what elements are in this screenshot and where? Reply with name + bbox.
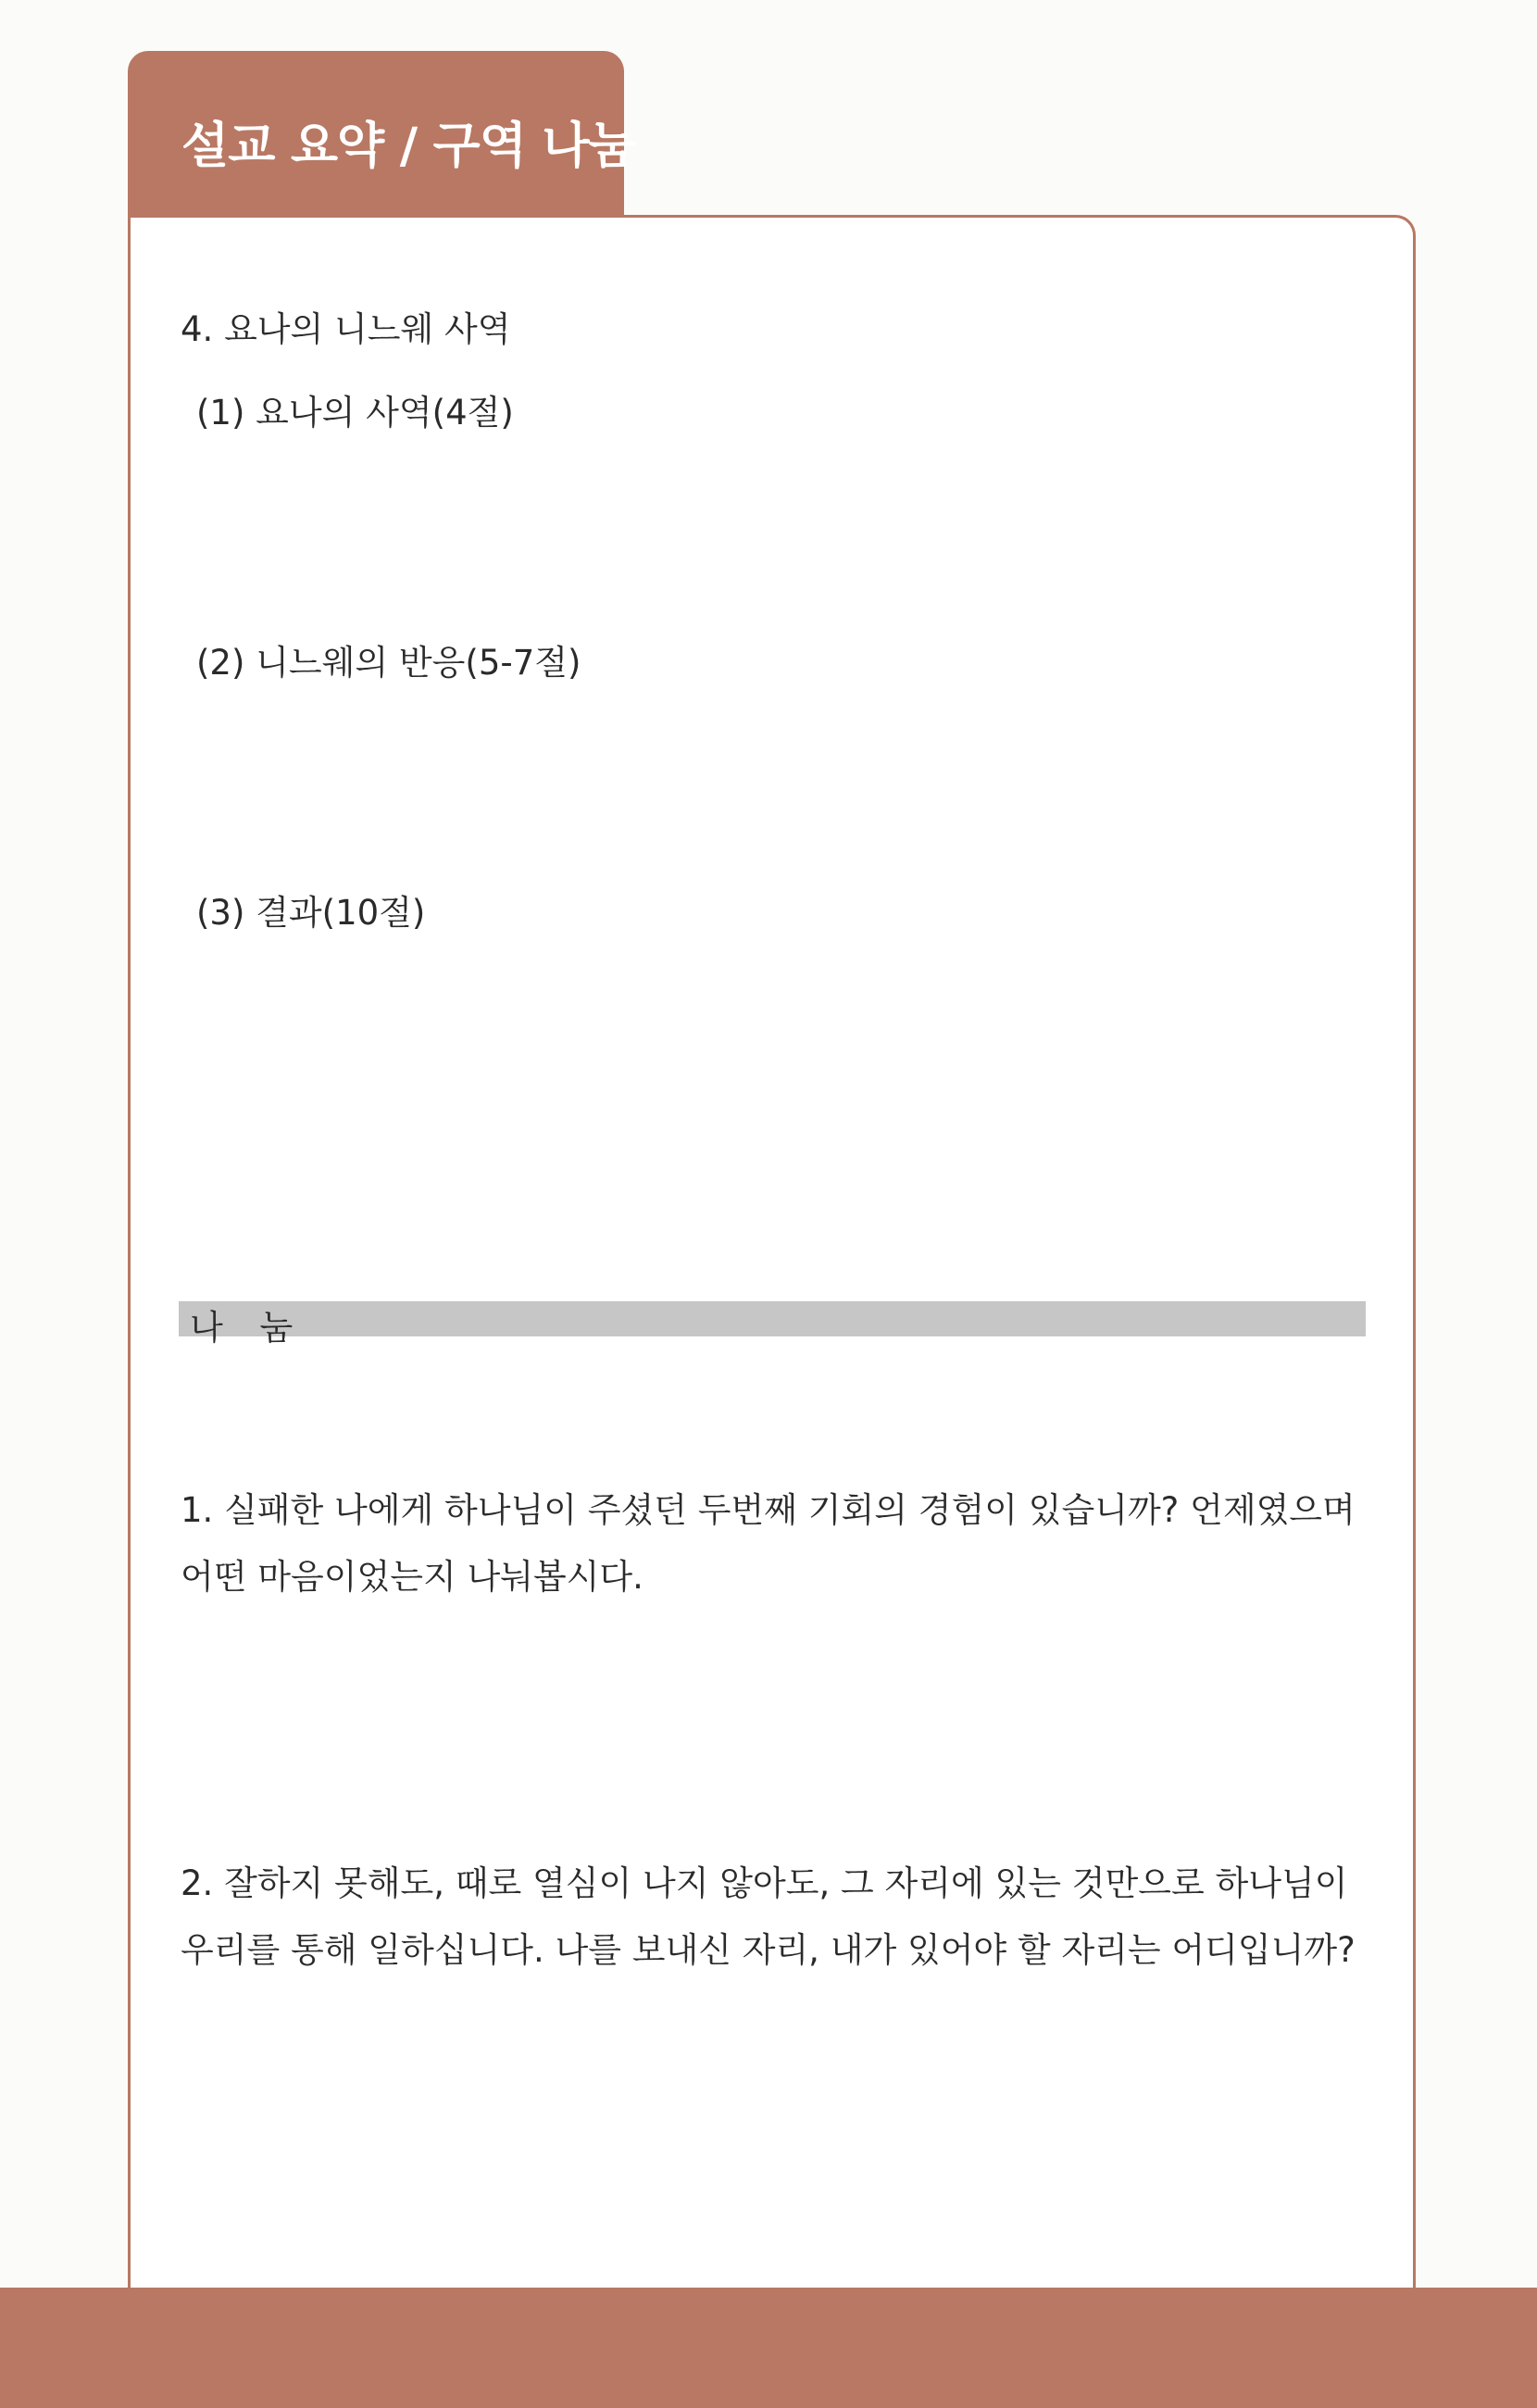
page-title: 설교 요약 / 구역 나눔	[181, 118, 635, 174]
section-heading: 4. 요나의 니느웨 사역	[181, 309, 511, 349]
sharing-header-bar	[179, 1301, 1366, 1348]
header-tab	[128, 51, 635, 216]
sharing-label: 나 눔	[190, 1308, 306, 1348]
summary-item-3: (3) 결과(10절)	[196, 893, 426, 933]
footer-bar	[0, 2288, 1537, 2408]
summary-item-1: (1) 요나의 사역(4절)	[196, 393, 514, 433]
sharing-question-1: 1. 실패한 나에게 하나님이 주셨던 두번째 기회의 경험이 있습니까? 언제였으며 어떤 마음이었는지 나눠봅시다.	[181, 1490, 1356, 1597]
summary-item-2: (2) 니느웨의 반응(5-7절)	[196, 643, 581, 683]
sharing-question-2: 2. 잘하지 못해도, 때로 열심이 나지 않아도, 그 자리에 있는 것만으로 하나님이 우리를 통해 일하십니다. 나를 보내신 자리, 내가 있어야 할 자리는 어디입니까?	[181, 1863, 1356, 1970]
